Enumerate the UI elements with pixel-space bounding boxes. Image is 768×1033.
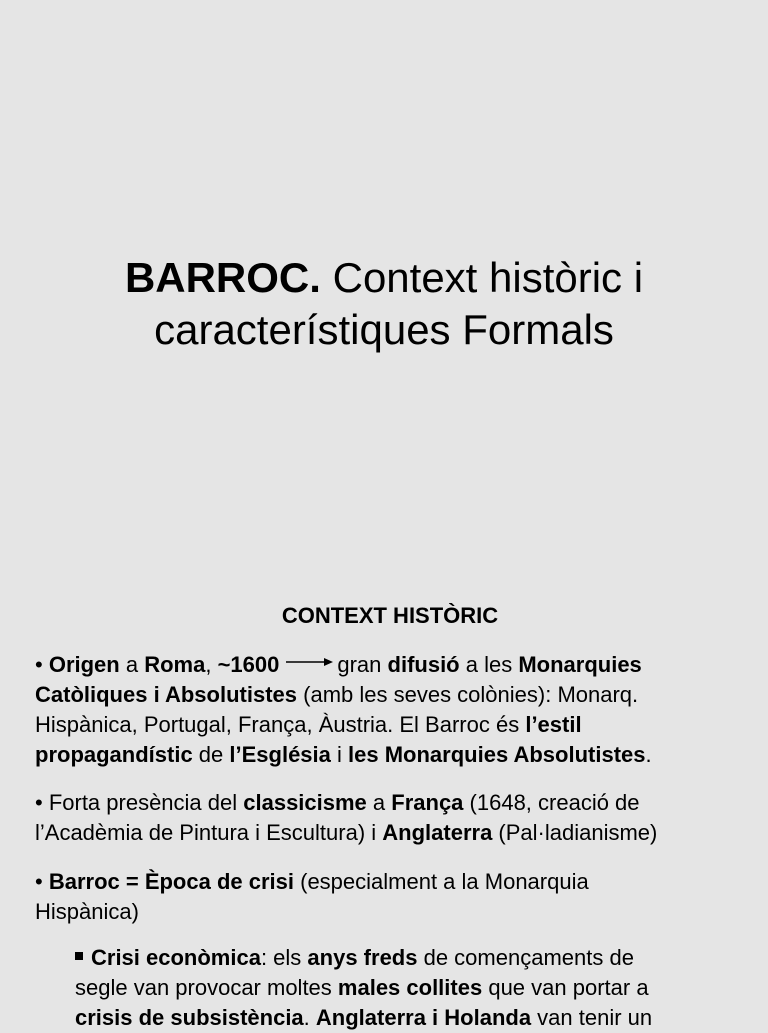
paragraph-crisis (35, 867, 589, 927)
bullet: • (35, 869, 49, 894)
paragraph-classicism (35, 788, 657, 848)
text-bold: Anglaterra i Holanda (315, 1005, 532, 1030)
text: l’Acadèmia de Pintura i Escultura) i (35, 820, 383, 845)
text-bold: Monarquies (518, 652, 642, 677)
paragraph-origin (35, 650, 652, 770)
text: segle van provocar moltes (75, 975, 338, 1000)
text: Hispànica) (35, 899, 139, 924)
text-bold: classicisme (243, 790, 367, 815)
text-bold: crisis de subsistència (75, 1005, 304, 1030)
title-line-2: característiques Formals (154, 306, 614, 353)
text: a (366, 790, 392, 815)
text: van tenir un (531, 1005, 653, 1030)
text-bold: difusió (387, 652, 460, 677)
text-bold: Origen (48, 652, 120, 677)
text-bold: propagandístic (35, 742, 193, 767)
bullet: • (35, 652, 49, 677)
text: que van portar a (482, 975, 649, 1000)
slide-title (0, 252, 768, 356)
text: de començaments de (417, 945, 634, 970)
text: : els (260, 945, 308, 970)
text: (Pal·ladianisme) (492, 820, 658, 845)
text-bold: Catòliques i Absolutistes (35, 682, 298, 707)
text: , (205, 652, 218, 677)
text: . (303, 1005, 316, 1030)
text-bold: Crisi econòmica (91, 945, 261, 970)
context-slide (0, 570, 768, 1030)
text: . (645, 742, 652, 767)
text-bold: les Monarquies Absolutistes (348, 742, 646, 767)
text: i (330, 742, 349, 767)
text-bold: anys freds (307, 945, 418, 970)
text: • Forta presència del (35, 790, 244, 815)
text: (especialment a la Monarquia (294, 869, 589, 894)
text: (amb les seves colònies): Monarq. (297, 682, 639, 707)
text-bold: Roma (144, 652, 206, 677)
text: de (192, 742, 230, 767)
text: (1648, creació de (463, 790, 640, 815)
text-bold: ~1600 (217, 652, 280, 677)
text-bold: Barroc = Època de crisi (48, 869, 294, 894)
arrow-right-icon (286, 655, 334, 669)
text-bold: França (391, 790, 464, 815)
text-bold: l’Església (229, 742, 331, 767)
text-bold: l’estil (525, 712, 582, 737)
text-bold: males collites (337, 975, 483, 1000)
context-heading: CONTEXT HISTÒRIC (281, 603, 499, 628)
text: a les (459, 652, 519, 677)
text: Hispànica, Portugal, França, Àustria. El Barroc és (35, 712, 526, 737)
title-rest: Context històric i (320, 254, 644, 301)
text: a (119, 652, 145, 677)
text: gran (337, 652, 388, 677)
title-bold: BARROC. (124, 254, 321, 301)
paragraph-economic-crisis (75, 943, 652, 1033)
text-bold: Anglaterra (382, 820, 493, 845)
square-bullet-icon (75, 952, 83, 960)
